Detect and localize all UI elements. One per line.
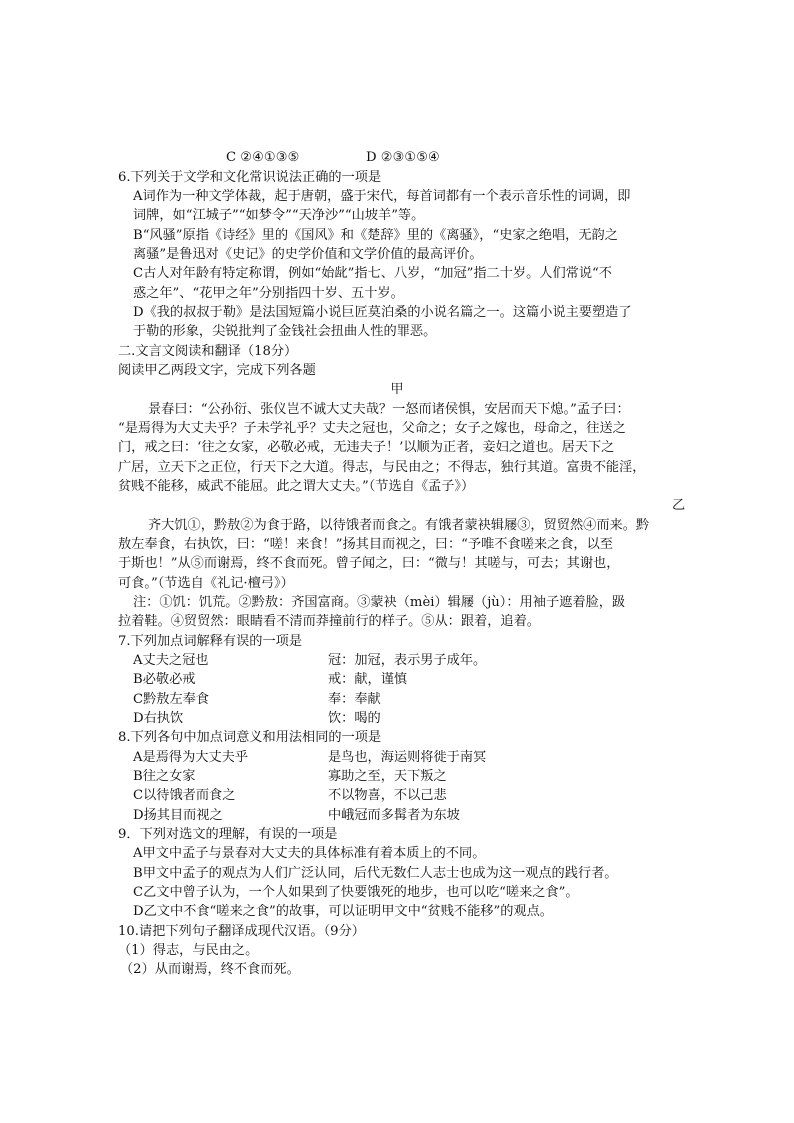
q6-stem: 6.下列关于文学和文化常识说法正确的一项是 xyxy=(118,170,382,185)
q7-option-b: B必敬必戒 xyxy=(133,672,196,687)
q7-option-d: D右执饮 xyxy=(133,711,184,726)
q10-stem: 10.请把下列句子翻译成现代汉语。（9分） xyxy=(118,924,365,939)
passage-jia-line3: 门，戒之曰：‘往之女家，必敬必戒，无违夫子！’以顺为正者，妾妇之道也。居天下之 xyxy=(118,440,615,455)
q6-option-d-line2: 于勒的形象，尖锐批判了金钱社会扭曲人性的罪恶。 xyxy=(133,324,437,339)
q10-sentence-2: （2）从而谢焉，终不食而死。 xyxy=(120,962,300,977)
q7-option-d-gloss: 饮：喝的 xyxy=(328,711,381,726)
q6-option-a-line2: 词牌，如“江城子”“如梦令”“天净沙”“山坡羊”等。 xyxy=(133,208,425,223)
q10-sentence-1: （1）得志，与民由之。 xyxy=(118,943,259,958)
q7-option-c: C黔敖左奉食 xyxy=(133,692,210,707)
passage-yi-line4: 可食。”（节选自《礼记·檀弓》） xyxy=(118,576,294,591)
passage-yi-note-line1: 注：①饥：饥荒。②黔敖：齐国富商。③蒙袂（mèi）辑屦（jù）：用袖子遮着脸，趿 xyxy=(133,595,626,610)
passage-jia-heading: 甲 xyxy=(390,382,404,397)
q6-option-a-line1: A词作为一种文学体裁，起于唐朝，盛于宋代，每首词都有一个表示音乐性的词调，即 xyxy=(133,189,631,204)
passage-jia-line1: 景春曰：“公孙衍、张仪岂不诚大丈夫哉？一怒而诸侯惧，安居而天下熄。”孟子曰： xyxy=(148,402,630,417)
passage-yi-note-line2: 拉着鞋。④贸贸然：眼睛看不清而莽撞前行的样子。⑤从：跟着，追着。 xyxy=(118,614,540,629)
q6-option-c-line1: C古人对年龄有特定称谓，例如“始龀”指七、八岁，“加冠”指二十岁。人们常说“不 xyxy=(133,266,612,281)
q8-option-a: A是焉得为大丈夫乎 xyxy=(133,750,249,765)
q8-option-b-compare: 寡助之至，天下叛之 xyxy=(328,769,447,784)
passage-jia-line2: “是焉得为大丈夫乎？子未学礼乎？丈夫之冠也，父命之；女子之嫁也，母命之，往送之 xyxy=(118,421,626,436)
q6-option-c-line2: 惑之年”、“花甲之年”分别指四十岁、五十岁。 xyxy=(133,286,404,301)
q7-stem: 7.下列加点词解释有误的一项是 xyxy=(118,634,303,649)
q8-option-c: C以待饿者而食之 xyxy=(133,788,236,803)
passage-yi-line1: 齐大饥①，黔敖②为食于路，以待饿者而食之。有饿者蒙袂辑屦③，贸贸然④而来。黔 xyxy=(148,518,650,533)
q9-stem: 9．下列对选文的理解，有误的一项是 xyxy=(118,827,338,842)
passage-yi-line2: 敖左奉食，右执饮，曰：“嗟！来食！”扬其目而视之，曰：“予唯不食嗟来之食，以至 xyxy=(118,537,613,552)
q5-option-c: C ②④①③⑤ xyxy=(226,150,300,165)
q5-option-d: D ②③①⑤④ xyxy=(366,150,440,165)
q9-option-b: B甲文中孟子的观点为人们广泛认同，后代无数仁人志士也成为这一观点的践行者。 xyxy=(133,866,618,881)
passage-yi-heading: 乙 xyxy=(672,498,686,513)
q8-option-c-compare: 不以物喜，不以己悲 xyxy=(328,788,447,803)
q9-option-d: D乙文中不食“嗟来之食”的故事，可以证明甲文中“贫贱不能移”的观点。 xyxy=(133,904,553,919)
section2-instruction: 阅读甲乙两段文字，完成下列各题 xyxy=(118,363,316,378)
passage-jia-line4: 广居，立天下之正位，行天下之大道。得志，与民由之；不得志，独行其道。富贵不能淫， xyxy=(118,460,646,475)
q8-option-a-compare: 是鸟也，海运则将徙于南冥 xyxy=(328,750,487,765)
q7-option-a-gloss: 冠：加冠，表示男子成年。 xyxy=(328,653,487,668)
q9-option-c: C乙文中曾子认为，一个人如果到了快要饿死的地步，也可以吃“嗟来之食”。 xyxy=(133,885,579,900)
q9-option-a: A甲文中孟子与景春对大丈夫的具体标准有着本质上的不同。 xyxy=(133,846,486,861)
q6-option-b-line1: B“风骚”原指《诗经》里的《国风》和《楚辞》里的《离骚》，“史家之绝唱，无韵之 xyxy=(133,228,618,243)
q7-option-b-gloss: 戒：献，谨慎 xyxy=(328,672,408,687)
q8-option-d: D扬其目而视之 xyxy=(133,808,223,823)
section2-title: 二.文言文阅读和翻译（18分） xyxy=(118,344,298,359)
q8-option-d-compare: 中峨冠而多髯者为东坡 xyxy=(328,808,460,823)
q8-stem: 8.下列各句中加点词意义和用法相同的一项是 xyxy=(118,730,382,745)
passage-yi-line3: 于斯也！”从⑤而谢焉，终不食而死。曾子闻之，曰：“微与！其嗟与，可去；其谢也， xyxy=(118,556,620,571)
passage-jia-line5: 贫贱不能移，威武不能屈。此之谓大丈夫。”（节选自《孟子》） xyxy=(118,479,475,494)
q7-option-c-gloss: 奉：奉献 xyxy=(328,692,381,707)
q7-option-a: A丈夫之冠也 xyxy=(133,653,209,668)
q8-option-b: B往之女家 xyxy=(133,769,196,784)
q6-option-d-line1: D《我的叔叔于勒》是法国短篇小说巨匠莫泊桑的小说名篇之一。这篇小说主要塑造了 xyxy=(133,305,632,320)
q6-option-b-line2: 离骚”是鲁迅对《史记》的史学价值和文学价值的最高评价。 xyxy=(133,247,483,262)
